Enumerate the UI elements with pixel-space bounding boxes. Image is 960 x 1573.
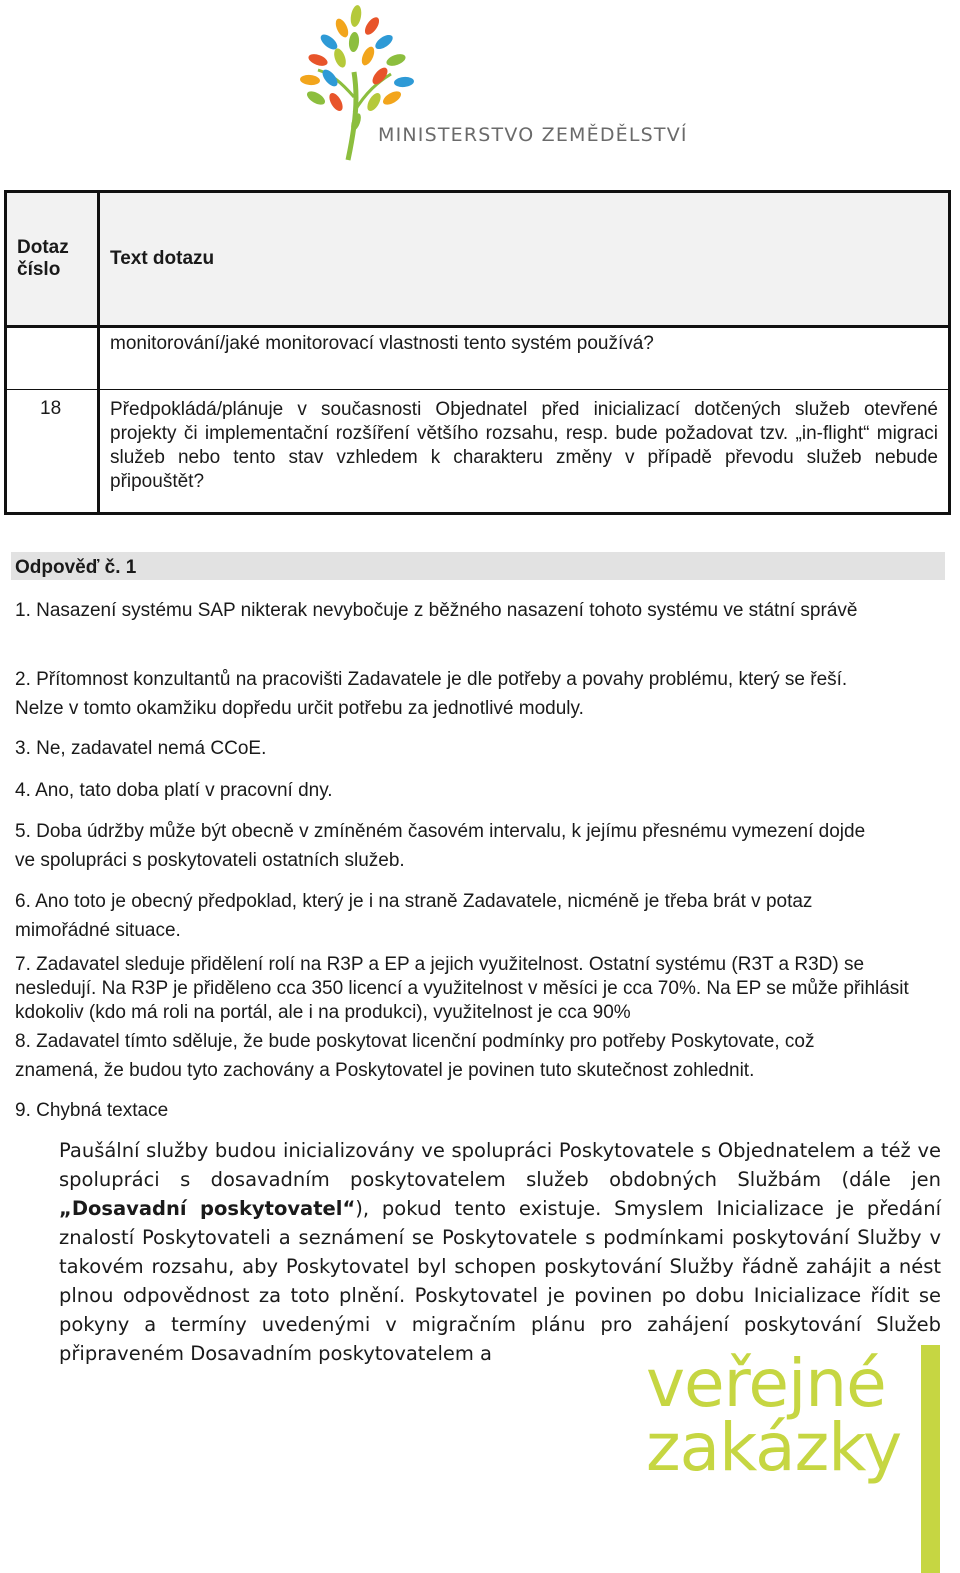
question-table (4, 190, 951, 515)
row-text: Předpokládá/plánuje v současnosti Objednatel před inicializací dotčených služeb otevřené projekty či implementační rozšíření většího rozsahu, resp. bude požadovat tzv. „in-flight“ migraci služeb nebo tento stav vzhledem k charakteru změny v případě převodu služeb nebude připouštět? (110, 399, 938, 492)
row-number: 18 (6, 390, 99, 514)
ministry-name: MINISTERSTVO ZEMĚDĚLSTVÍ (378, 124, 688, 146)
row-number (6, 327, 99, 390)
header-question-text: Text dotazu (99, 192, 950, 327)
verejne-zakazky-logo (640, 1345, 940, 1573)
header-question-number: Dotaz číslo (6, 192, 99, 327)
answer-item: 9. Chybná textace (15, 1100, 169, 1121)
answer-item: 4. Ano, tato doba platí v pracovní dny. (15, 780, 333, 801)
logo-line-2: zakázky (646, 1409, 902, 1486)
answer-item: 1. Nasazení systému SAP nikterak nevybočuje z běžného nasazení tohoto systému ve státní správě (15, 600, 858, 621)
table-row (6, 327, 950, 390)
logo-line-1: veřejné (646, 1345, 886, 1422)
answer-title: Odpověď č. 1 (11, 552, 945, 580)
row-text: monitorování/jaké monitorovací vlastnosti tento systém používá? (99, 327, 950, 390)
table-header-row (6, 192, 950, 327)
answer-item: 5. Doba údržby může být obecně v zmíněném časovém intervalu, k jejímu přesnému vymezení dojde ve spolupráci s poskytovateli ostatních služeb. (15, 821, 866, 871)
answer-item: 3. Ne, zadavatel nemá CCoE. (15, 738, 267, 759)
answer-item: 2. Přítomnost konzultantů na pracovišti Zadavatele je dle potřeby a povahy problému, který se řeší. Nelze v tomto okamžiku dopředu určit potřebu za jednotlivé moduly. (15, 669, 848, 719)
answer-item: 7. Zadavatel sleduje přidělení rolí na R3P a EP a jejich využitelnost. Ostatní systému (R3T a R3D) se nesledují. Na R3P je přiděleno cca 350 licencí a využitelnost v měsíci je cca 70%. Na EP se může přihlásit kdokoliv (kdo má roli na portál, ale i na produkci), využitelnost je cca 90% (15, 954, 909, 1023)
answer-item: 6. Ano toto je obecný předpoklad, který je i na straně Zadavatele, nicméně je třeba brát v potaz mimořádné situace. (15, 891, 813, 941)
quoted-contract-text: Paušální služby budou inicializovány ve spolupráci Poskytovatele s Objednatelem a též ve spolupráci s dosavadním poskytovatelem služeb obdobných Službám (dále jen „Dosavadní poskytovatel“), pokud tento existuje. Smyslem Inicializace je předání znalostí Poskytovateli a seznámení se Poskytovatele s podmínkami poskytování Služby v takovém rozsahu, aby Poskytovatel byl schopen poskytování Služby řádně zahájit a nést plnou odpovědnost za toto plnění. Poskytovatel je povinen po dobu Inicializace řídit se pokyny a termíny uvedenými v migračním plánu pro zahájení poskytování Služeb připraveném Dosavadním poskytovatelem a (59, 1139, 941, 1365)
ministry-logo (296, 2, 688, 162)
table-row (6, 390, 950, 514)
answer-item: 8. Zadavatel tímto sděluje, že bude poskytovat licenční podmínky pro potřeby Poskytovate, což znamená, že budou tyto zachovány a Poskytovatel je povinen tuto skutečnost zohlednit. (15, 1031, 815, 1081)
logo-bar (921, 1345, 940, 1573)
defined-term: „Dosavadní poskytovatel“ (59, 1197, 356, 1220)
